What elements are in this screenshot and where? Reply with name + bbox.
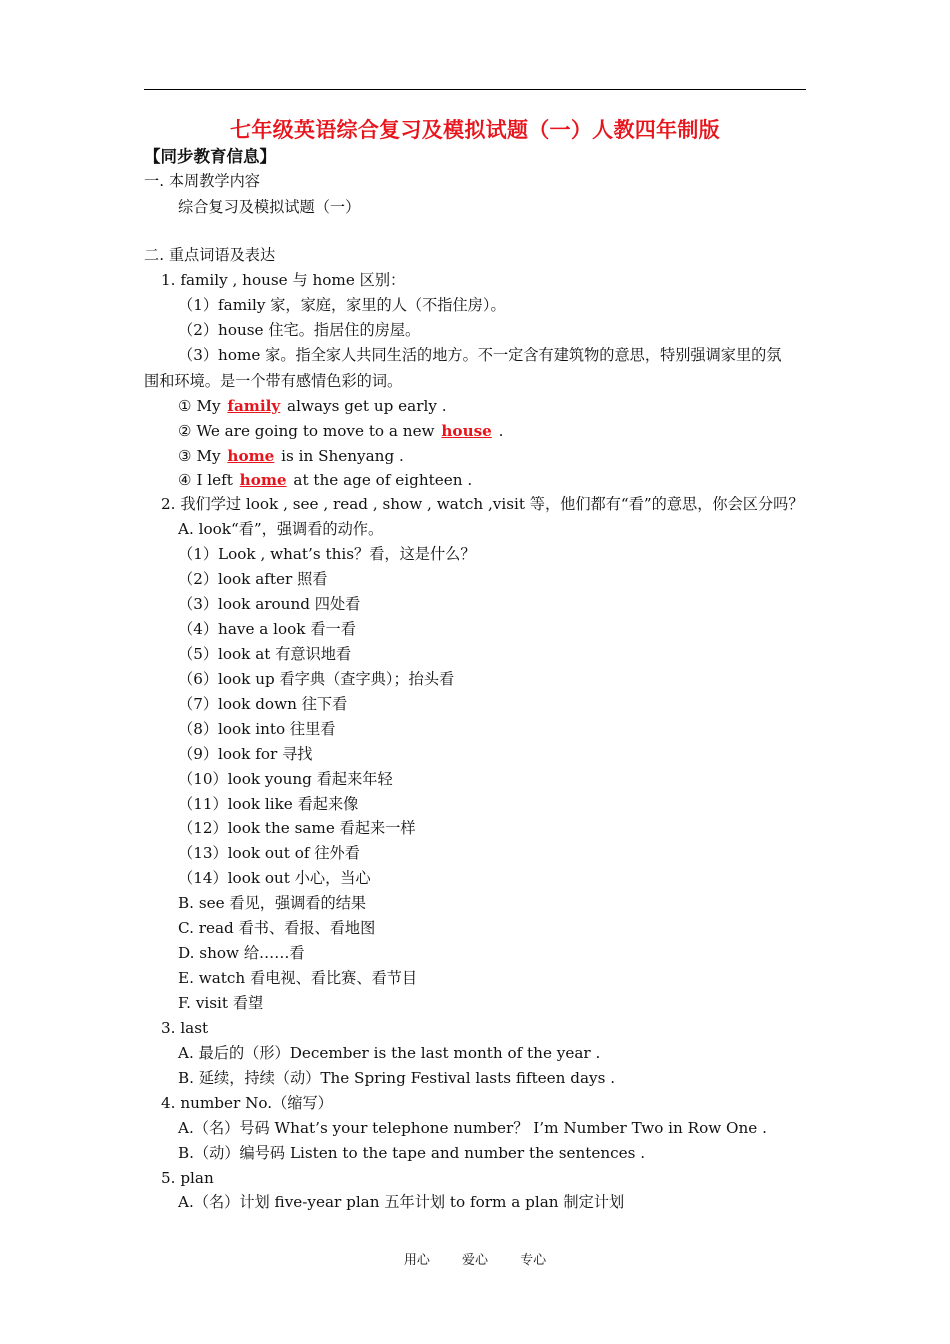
text-line: （9）look for 寻找 — [178, 745, 313, 763]
text-line: A.（名）计划 five-year plan 五年计划 to form a plan 制定计划 — [178, 1193, 625, 1211]
text-line: A.（名）号码 What’s your telephone number？ I’m Number Two in Row One . — [178, 1119, 767, 1137]
sentence-before: ④ I left — [178, 471, 233, 489]
text-line: 1. family , house 与 home 区别： — [161, 271, 406, 289]
text-line: A. 最后的（形）December is the last month of the year . — [178, 1044, 601, 1062]
text-line: （4）have a look 看一看 — [178, 620, 356, 638]
sentence-before: ② We are going to move to a new — [178, 422, 435, 440]
text-line: 围和环境。是一个带有感情色彩的词。 — [144, 372, 403, 390]
text-line: （11）look like 看起来像 — [178, 795, 359, 813]
text-line: （5）look at 有意识地看 — [178, 645, 352, 663]
text-line: E. watch 看电视、看比赛、看节目 — [178, 969, 418, 987]
text-line: 2. 我们学过 look , see , read , show , watch ,visit 等，他们都有“看”的意思，你会区分吗？ — [161, 495, 804, 513]
text-line: （1）family 家，家庭，家里的人（不指住房）。 — [178, 296, 506, 314]
text-line: （3）look around 四处看 — [178, 595, 361, 613]
blank-answer: home — [239, 471, 287, 489]
text-line: 【同步教育信息】 — [144, 147, 276, 166]
text-line: （14）look out 小心，当心 — [178, 869, 371, 887]
text-line: F. visit 看望 — [178, 994, 264, 1012]
text-line: D. show 给……看 — [178, 944, 305, 962]
text-line: 3. last — [161, 1019, 209, 1037]
text-line: 一. 本周教学内容 — [144, 172, 260, 190]
text-line: （2）house 住宅。指居住的房屋。 — [178, 321, 421, 339]
text-line: （1）Look , what’s this？看，这是什么？ — [178, 545, 476, 563]
blank-answer: home — [227, 447, 275, 465]
sentence-after: is in Shenyang . — [281, 447, 404, 465]
text-line: 4. number No.（缩写） — [161, 1094, 333, 1112]
text-line: 二. 重点词语及表达 — [144, 246, 276, 264]
blank-answer: family — [227, 397, 281, 415]
sentence-after: . — [498, 422, 504, 440]
text-line: （6）look up 看字典（查字典）；抬头看 — [178, 670, 455, 688]
footer-word-2: 爱心 — [461, 1253, 488, 1268]
text-line: 综合复习及模拟试题（一） — [178, 198, 361, 216]
footer-word-1: 用心 — [403, 1253, 430, 1268]
text-line: （12）look the same 看起来一样 — [178, 819, 416, 837]
sentence-after: always get up early . — [287, 397, 447, 415]
text-line: （2）look after 照看 — [178, 570, 328, 588]
text-line: B. 延续，持续（动）The Spring Festival lasts fifteen days . — [178, 1069, 616, 1087]
fill-blank-sentence — [178, 446, 404, 466]
blank-answer: house — [441, 422, 492, 440]
text-line: B. see 看见，强调看的结果 — [178, 894, 367, 912]
sentence-after: at the age of eighteen . — [293, 471, 473, 489]
text-line: （8）look into 往里看 — [178, 720, 336, 738]
text-line: （7）look down 往下看 — [178, 695, 348, 713]
document-title: 七年级英语综合复习及模拟试题（一）人教四年制版 — [230, 118, 720, 142]
text-line: （3）home 家。指全家人共同生活的地方。不一定含有建筑物的意思，特别强调家里的氛 — [178, 346, 782, 364]
fill-blank-sentence — [178, 470, 472, 490]
sentence-before: ③ My — [178, 447, 221, 465]
text-line: B.（动）编号码 Listen to the tape and number the sentences . — [178, 1144, 646, 1162]
text-line: A. look“看”，强调看的动作。 — [178, 520, 384, 538]
header-rule — [144, 89, 806, 90]
fill-blank-sentence — [178, 396, 447, 416]
sentence-before: ① My — [178, 397, 221, 415]
text-line: （10）look young 看起来年轻 — [178, 770, 393, 788]
footer-word-3: 专心 — [520, 1253, 547, 1268]
fill-blank-sentence — [178, 421, 503, 441]
text-line: 5. plan — [161, 1169, 214, 1187]
text-line: （13）look out of 往外看 — [178, 844, 360, 862]
text-line: C. read 看书、看报、看地图 — [178, 919, 376, 937]
page-footer — [0, 1249, 950, 1268]
